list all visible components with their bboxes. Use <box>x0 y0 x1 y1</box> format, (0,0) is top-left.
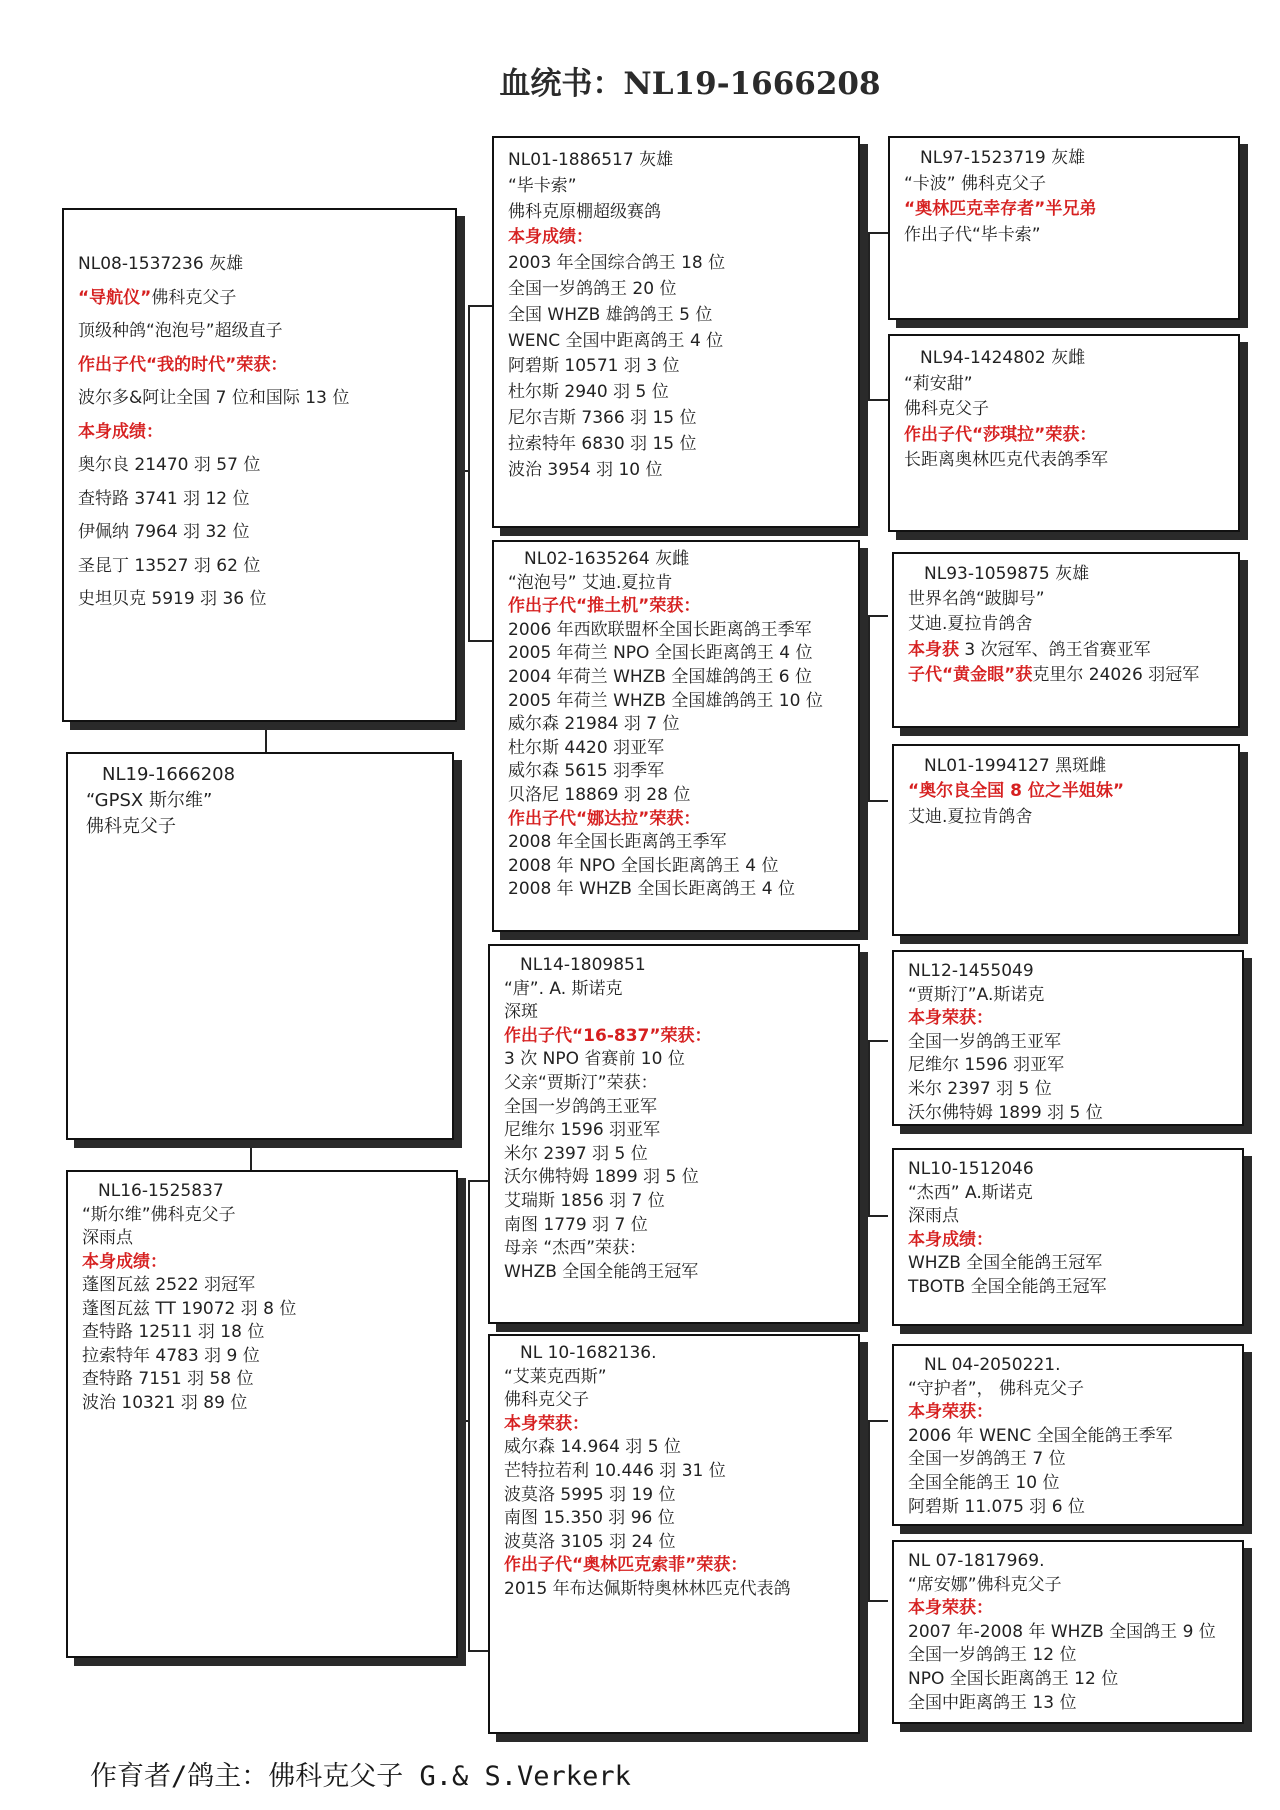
result-line: 全国 WHZB 雄鸽鸽王 5 位 <box>508 304 713 325</box>
result-line: 米尔 2397 羽 5 位 <box>504 1143 648 1164</box>
result-line: 圣昆丁 13527 羽 62 位 <box>78 555 261 576</box>
result-line: 2006 年 WENC 全国全能鸽王季军 <box>908 1425 1173 1446</box>
result-line: 波莫洛 5995 羽 19 位 <box>504 1484 676 1505</box>
result-line: 威尔森 21984 羽 7 位 <box>508 714 680 735</box>
result-line: 史坦贝克 5919 羽 36 位 <box>78 589 267 609</box>
connector-line <box>868 1600 888 1602</box>
connector-line <box>868 1215 888 1217</box>
dss-results-heading: 本身荣获： <box>908 1008 993 1029</box>
dss-ring: NL12-1455049 <box>908 961 1034 981</box>
connector-line <box>868 1040 888 1042</box>
result-line: WENC 全国中距离鸽王 4 位 <box>508 330 724 351</box>
dam-dam-box <box>488 1334 860 1734</box>
result-line: 2004 年荷兰 WHZB 全国雄鸽鸽王 6 位 <box>508 666 812 687</box>
result-line: 尼维尔 1596 羽亚军 <box>504 1120 661 1141</box>
dds-results-heading: 本身荣获： <box>908 1402 993 1423</box>
connector-line <box>862 315 870 317</box>
sds-box <box>892 552 1240 728</box>
sd-offspring-heading: 作出子代“推土机”荣获： <box>508 596 701 617</box>
ddd-ring: NL 07-1817969. <box>908 1551 1045 1571</box>
dam-sire-box <box>488 944 860 1324</box>
sire-box <box>62 208 457 722</box>
sd-offspring2-heading: 作出子代“娜达拉”荣获： <box>508 808 701 829</box>
connector-line <box>868 1420 888 1422</box>
dsd-name: “杰西” A.斯诺克 <box>908 1182 1033 1203</box>
result-line: 2005 年荷兰 WHZB 全国雄鸽鸽王 10 位 <box>508 690 823 711</box>
result-line: 南图 15.350 羽 96 位 <box>504 1508 675 1529</box>
sss-note: “奥林匹克幸存者”半兄弟 <box>904 199 1097 220</box>
sds-results-red: 本身获 <box>908 639 959 660</box>
ssd-name: “莉安甜” <box>904 373 973 394</box>
sdd-ring: NL01-1994127 黑斑雌 <box>924 756 1107 776</box>
ddd-results-heading: 本身荣获： <box>908 1598 993 1619</box>
breeder-footer: 作育者/鸽主：佛科克父子 G.& S.Verkerk <box>90 1761 631 1792</box>
connector-line <box>862 700 870 702</box>
dsd-ring: NL10-1512046 <box>908 1159 1034 1179</box>
connector-line <box>250 1140 252 1170</box>
connector-line <box>265 722 267 752</box>
ds-mother-result: WHZB 全国全能鸽王冠军 <box>504 1261 699 1282</box>
sd-name: “泡泡号” 艾迪.夏拉肯 <box>508 572 673 593</box>
result-line: 查特路 7151 羽 58 位 <box>82 1369 254 1389</box>
connector-line <box>868 1040 870 1215</box>
connector-line <box>862 1130 870 1132</box>
result-line: 全国一岁鸽鸽王亚军 <box>908 1031 1061 1052</box>
sdd-name: “奥尔良全国 8 位之半姐妹” <box>908 781 1125 802</box>
connector-line <box>868 800 888 802</box>
page-title: 血统书：NL19-1666208 <box>499 66 881 102</box>
result-line: 尼维尔 1596 羽亚军 <box>908 1055 1065 1076</box>
sire-name-rest: 佛科克父子 <box>151 287 237 308</box>
ss-name: “毕卡索” <box>508 175 577 196</box>
dd-owner: 佛科克父子 <box>504 1390 589 1411</box>
dds-name: “守护者”， 佛科克父子 <box>908 1378 1085 1399</box>
connector-line <box>468 305 470 640</box>
dd-results-heading: 本身荣获： <box>504 1413 589 1434</box>
ssd-ring: NL94-1424802 灰雌 <box>920 348 1086 368</box>
sds-name: 世界名鸽“跛脚号” <box>908 589 1045 610</box>
subject-owner: 佛科克父子 <box>86 816 176 837</box>
sss-offspring: 作出子代“毕卡索” <box>904 224 1041 245</box>
connector-line <box>868 399 888 401</box>
dam-color: 深雨点 <box>82 1228 133 1248</box>
result-line: 阿碧斯 11.075 羽 6 位 <box>908 1496 1085 1517</box>
connector-line <box>868 615 888 617</box>
dd-name: “艾莱克西斯” <box>504 1366 607 1387</box>
result-line: 沃尔佛特姆 1899 羽 5 位 <box>908 1102 1103 1123</box>
result-line: 拉索特年 4783 羽 9 位 <box>82 1345 260 1366</box>
sds-offspring-red: 子代“黄金眼”获 <box>908 664 1033 685</box>
dds-box <box>892 1344 1244 1526</box>
result-line: 米尔 2397 羽 5 位 <box>908 1078 1052 1099</box>
sire-name-red: “导航仪” <box>78 287 152 308</box>
result-line: 全国全能鸽王 10 位 <box>908 1472 1060 1493</box>
result-line: 全国一岁鸽鸽王 20 位 <box>508 278 677 299</box>
sire-offspring-result: 波尔多&阿让全国 7 位和国际 13 位 <box>78 388 350 408</box>
result-line: 2008 年 WHZB 全国长距离鸽王 4 位 <box>508 879 795 900</box>
dds-ring: NL 04-2050221. <box>924 1355 1061 1375</box>
sss-box <box>888 136 1240 320</box>
result-line: 威尔森 5615 羽季军 <box>508 761 665 782</box>
dsd-color: 深雨点 <box>908 1206 959 1227</box>
connector-line <box>458 1420 470 1422</box>
ss-ring: NL01-1886517 灰雄 <box>508 150 674 170</box>
connector-line <box>468 305 492 307</box>
dam-name: “斯尔维”佛科克父子 <box>82 1204 236 1225</box>
result-line: 阿碧斯 10571 羽 3 位 <box>508 356 680 377</box>
dam-results-heading: 本身成绩： <box>82 1251 167 1272</box>
sd-offspring-result: 2006 年西欧联盟杯全国长距离鸽王季军 <box>508 619 812 640</box>
dam-ring: NL16-1525837 <box>98 1181 224 1201</box>
result-line: 伊佩纳 7964 羽 32 位 <box>78 522 250 542</box>
dd-offspring-result: 2015 年布达佩斯特奥林林匹克代表鸽 <box>504 1578 791 1599</box>
result-line: 全国中距离鸽王 13 位 <box>908 1692 1077 1713</box>
sds-results <box>908 638 1226 663</box>
ss-results-heading: 本身成绩： <box>508 227 593 248</box>
result-line: 蓬图瓦兹 TT 19072 羽 8 位 <box>82 1298 297 1319</box>
ds-ring: NL14-1809851 <box>520 955 646 975</box>
result-line: 波莫洛 3105 羽 24 位 <box>504 1531 676 1552</box>
dsd-box <box>892 1148 1244 1326</box>
result-line: 全国一岁鸽鸽王 7 位 <box>908 1449 1066 1470</box>
ds-father-heading: 父亲“贾斯汀”荣获： <box>504 1072 658 1093</box>
result-line: 杜尔斯 2940 羽 5 位 <box>508 382 669 403</box>
result-line: 2008 年 NPO 全国长距离鸽王 4 位 <box>508 855 779 876</box>
ds-offspring-result: 3 次 NPO 省赛前 10 位 <box>504 1049 685 1070</box>
ssd-owner: 佛科克父子 <box>904 399 989 420</box>
sire-note: 顶级种鸽“泡泡号”超级直子 <box>78 321 283 341</box>
result-line: 奥尔良 21470 羽 57 位 <box>78 455 261 475</box>
ssd-box <box>888 334 1240 532</box>
result-line: 杜尔斯 4420 羽亚军 <box>508 737 665 758</box>
ds-offspring-heading: 作出子代“16-837”荣获： <box>504 1025 712 1046</box>
sds-ring: NL93-1059875 灰雄 <box>924 564 1090 584</box>
result-line: 波治 10321 羽 89 位 <box>82 1392 248 1413</box>
ddd-name: “席安娜”佛科克父子 <box>908 1574 1062 1595</box>
result-line: 全国一岁鸽鸽王 12 位 <box>908 1645 1077 1666</box>
ds-name: “唐”. A. 斯诺克 <box>504 978 623 999</box>
result-line: 尼尔吉斯 7366 羽 15 位 <box>508 407 697 428</box>
dss-box <box>892 950 1244 1126</box>
sire-offspring-heading: 作出子代“我的时代”荣获： <box>78 354 288 375</box>
connector-line <box>468 1180 470 1650</box>
result-line: 贝洛尼 18869 羽 28 位 <box>508 784 691 805</box>
ds-mother-heading: 母亲 “杰西”荣获： <box>504 1238 647 1259</box>
connector-line <box>468 640 492 642</box>
subject-name: “GPSX 斯尔维” <box>86 790 213 811</box>
sdd-box <box>892 744 1240 936</box>
sire-name <box>78 282 443 316</box>
connector-line <box>458 470 470 472</box>
result-line: 芒特拉若利 10.446 羽 31 位 <box>504 1460 726 1481</box>
result-line: 2005 年荷兰 NPO 全国长距离鸽王 4 位 <box>508 643 813 664</box>
dd-offspring-heading: 作出子代“奥林匹克索菲”荣获： <box>504 1555 748 1576</box>
sss-name: “卡波” 佛科克父子 <box>904 173 1047 194</box>
sire-sire-box <box>492 136 860 528</box>
sds-owner: 艾迪.夏拉肯鸽舍 <box>908 614 1033 635</box>
ds-color: 深斑 <box>504 1002 538 1023</box>
result-line: 2007 年-2008 年 WHZB 全国鸽王 9 位 <box>908 1621 1216 1642</box>
subject-box <box>66 752 454 1140</box>
dam-box <box>66 1170 458 1658</box>
sire-ring: NL08-1537236 灰雄 <box>78 254 244 274</box>
sdd-owner: 艾迪.夏拉肯鸽舍 <box>908 806 1033 827</box>
connector-line <box>868 232 888 234</box>
dd-ring: NL 10-1682136. <box>520 1343 657 1363</box>
connector-line <box>868 615 870 800</box>
ssd-offspring-heading: 作出子代“莎琪拉”荣获： <box>904 424 1097 445</box>
result-line: 蓬图瓦兹 2522 羽冠军 <box>82 1275 256 1295</box>
result-line: 2008 年全国长距离鸽王季军 <box>508 832 727 853</box>
dss-name: “贾斯汀”A.斯诺克 <box>908 984 1045 1005</box>
ss-note: 佛科克原棚超级赛鸽 <box>508 201 661 222</box>
result-line: 拉索特年 6830 羽 15 位 <box>508 433 697 454</box>
sds-offspring-rest: 克里尔 24026 羽冠军 <box>1032 664 1200 685</box>
result-line: 艾瑞斯 1856 羽 7 位 <box>504 1190 665 1211</box>
result-line: 查特路 12511 羽 18 位 <box>82 1322 265 1342</box>
result-line: 查特路 3741 羽 12 位 <box>78 488 250 509</box>
ddd-box <box>892 1540 1244 1724</box>
sss-ring: NL97-1523719 灰雄 <box>920 148 1086 168</box>
result-line: 沃尔佛特姆 1899 羽 5 位 <box>504 1167 699 1188</box>
result-line: WHZB 全国全能鸽王冠军 <box>908 1253 1103 1274</box>
result-line: 波治 3954 羽 10 位 <box>508 459 663 480</box>
subject-ring: NL19-1666208 <box>102 764 236 785</box>
sds-offspring <box>908 663 1226 688</box>
result-line: NPO 全国长距离鸽王 12 位 <box>908 1668 1119 1689</box>
result-line: 南图 1779 羽 7 位 <box>504 1214 648 1235</box>
sire-dam-box <box>492 540 860 932</box>
result-line: 2003 年全国综合鸽王 18 位 <box>508 253 726 274</box>
sd-ring: NL02-1635264 灰雌 <box>524 549 690 569</box>
result-line: TBOTB 全国全能鸽王冠军 <box>908 1276 1107 1297</box>
result-line: 威尔森 14.964 羽 5 位 <box>504 1437 681 1458</box>
dsd-results-heading: 本身成绩： <box>908 1229 993 1250</box>
sds-results-rest: 3 次冠军、鸽王省赛亚军 <box>959 639 1151 660</box>
result-line: 全国一岁鸽鸽王亚军 <box>504 1096 657 1117</box>
ssd-offspring-result: 长距离奥林匹克代表鸽季军 <box>904 450 1108 471</box>
connector-line <box>862 1510 870 1512</box>
sire-results-heading: 本身成绩： <box>78 421 163 442</box>
